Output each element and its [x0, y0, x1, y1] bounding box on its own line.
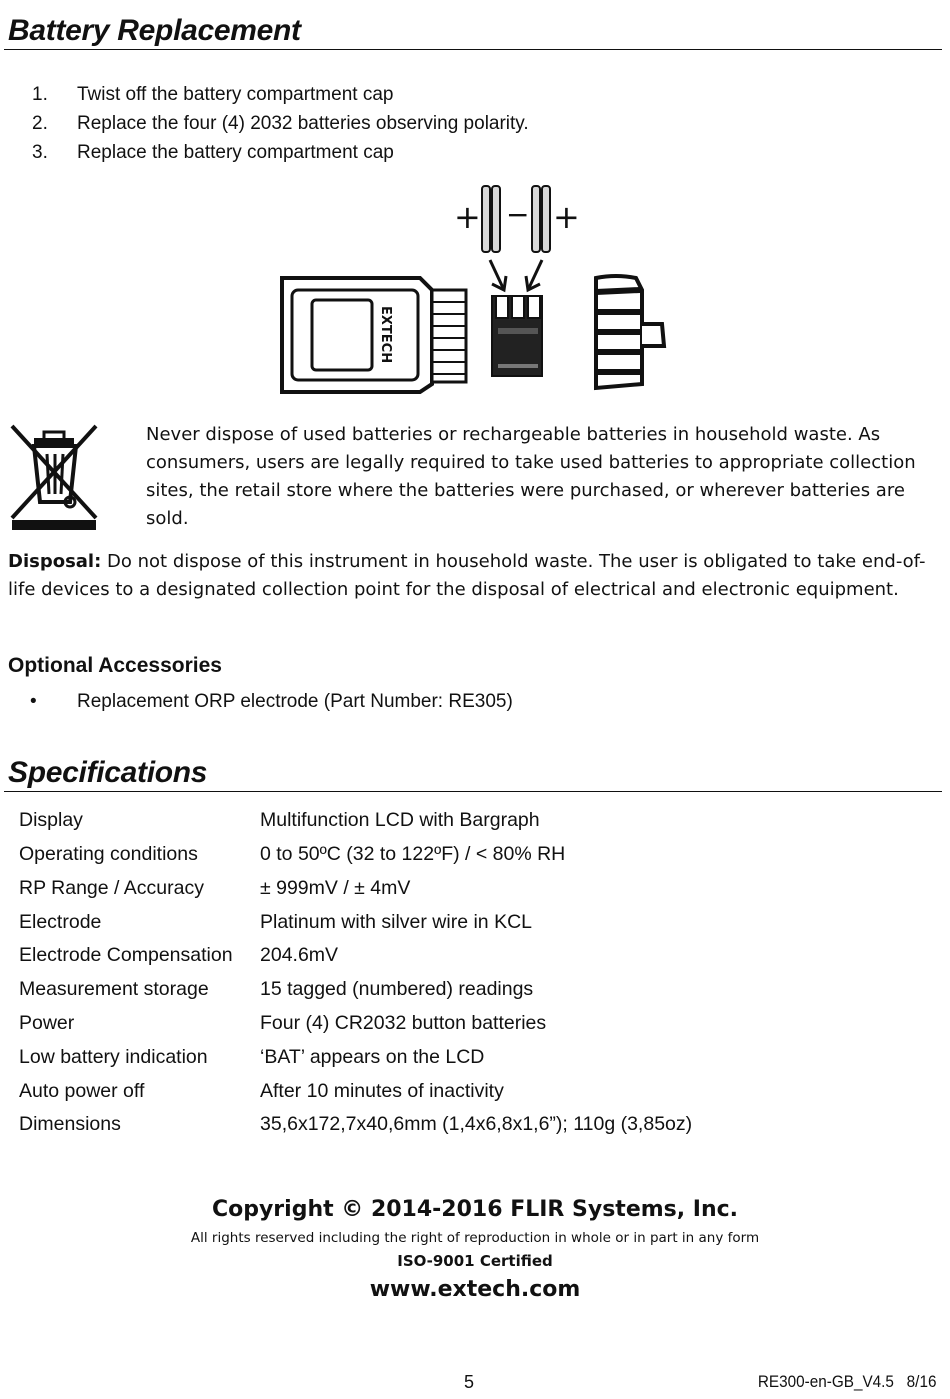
compartment-cap: [596, 276, 664, 388]
step-number: 2.: [32, 113, 48, 134]
coin-cell-pair-left: [482, 186, 500, 252]
spec-label: RP Range / Accuracy: [19, 877, 204, 899]
spec-label: Operating conditions: [19, 843, 198, 865]
spec-label: Dimensions: [19, 1113, 121, 1135]
disposal-paragraph: [8, 548, 933, 604]
spec-value: 15 tagged (numbered) readings: [260, 978, 534, 1000]
battery-heading: Battery Replacement: [8, 14, 301, 47]
document-code: RE300-en-GB_V4.5 8/16: [757, 1372, 936, 1391]
crossed-out-wheelie-bin-icon: [8, 422, 100, 532]
step-1: [32, 84, 393, 106]
accessory-item: Replacement ORP electrode (Part Number: RE305): [77, 691, 513, 712]
step-text: Replace the battery compartment cap: [77, 142, 394, 163]
spec-label: Power: [19, 1012, 75, 1034]
spec-value: ‘BAT’ appears on the LCD: [260, 1046, 485, 1068]
step-number: 3.: [32, 142, 48, 163]
step-text: Twist off the battery compartment cap: [77, 84, 394, 105]
accessories-heading: Optional Accessories: [8, 654, 222, 677]
step-2: [32, 113, 529, 135]
brand-logo: EXTECH: [378, 306, 393, 364]
spec-value: 35,6x172,7x40,6mm (1,4x6,8x1,6”); 110g (3,85oz): [260, 1113, 693, 1135]
spec-value: Platinum with silver wire in KCL: [260, 911, 533, 933]
accessory-bullet: •: [30, 691, 37, 712]
heading-rule: [4, 791, 942, 792]
spec-label: Low battery indication: [19, 1046, 208, 1068]
rights-line: All rights reserved including the right of reproduction in whole or in part in any form: [190, 1230, 760, 1246]
spec-value: 204.6mV: [260, 944, 339, 966]
plus-sign-right: +: [553, 198, 580, 236]
step-number: 1.: [32, 84, 48, 105]
step-text: Replace the four (4) 2032 batteries observing polarity.: [77, 113, 529, 134]
spec-label: Display: [19, 809, 83, 831]
meter-body: [282, 278, 466, 392]
spec-value: After 10 minutes of inactivity: [260, 1080, 504, 1102]
spec-value: Four (4) CR2032 button batteries: [260, 1012, 547, 1034]
spec-label: Measurement storage: [19, 978, 209, 1000]
battery-holder: [492, 296, 542, 376]
spec-label: Electrode Compensation: [19, 944, 233, 966]
coin-cell-pair-right: [532, 186, 550, 252]
weee-notice: Never dispose of used batteries or rechargeable batteries in household waste. As consumers, users are legally required to take used batteries to appropriate collection sites, the retail store where the batteries were purchased, or wherever batteries are sold.: [146, 424, 916, 529]
plus-sign-left: +: [454, 198, 481, 236]
spec-value: 0 to 50ºC (32 to 122ºF) / < 80% RH: [260, 843, 566, 865]
page-number: 5: [464, 1372, 475, 1392]
step-3: [32, 142, 394, 164]
iso-line: ISO-9001 Certified: [397, 1252, 553, 1270]
insert-arrows: [490, 260, 542, 290]
website-line: www.extech.com: [369, 1277, 581, 1302]
spec-value: Multifunction LCD with Bargraph: [260, 809, 540, 831]
disposal-text: Do not dispose of this instrument in household waste. The user is obligated to take end-of-life devices to a designated collection point for the disposal of electrical and electronic equipment.: [8, 551, 926, 600]
spec-label: Electrode: [19, 911, 102, 933]
minus-sign: −: [506, 198, 530, 231]
spec-label: Auto power off: [19, 1080, 145, 1102]
spec-value: ± 999mV / ± 4mV: [260, 877, 411, 899]
specifications-heading: Specifications: [8, 756, 208, 789]
heading-rule: [4, 49, 942, 50]
disposal-label: Disposal:: [8, 551, 102, 572]
copyright-line: Copyright © 2014-2016 FLIR Systems, Inc.: [211, 1197, 739, 1222]
battery-replacement-illustration: [270, 178, 680, 400]
